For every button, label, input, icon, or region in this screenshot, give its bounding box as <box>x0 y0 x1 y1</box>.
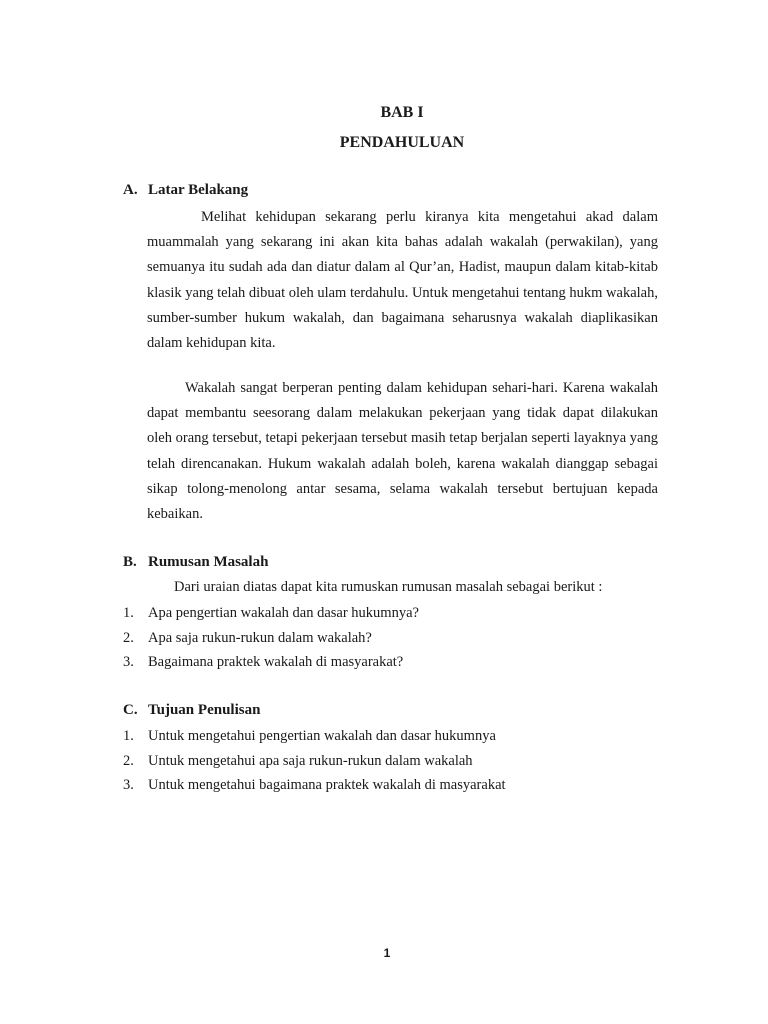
section-c-letter: C. <box>123 702 138 718</box>
list-item <box>123 650 419 675</box>
list-item-text: Untuk mengetahui pengertian wakalah dan dasar hukumnya <box>148 728 496 744</box>
list-item-number: 3. <box>123 654 134 671</box>
list-item-number: 2. <box>123 752 134 769</box>
section-b-intro: Dari uraian diatas dapat kita rumuskan rumusan masalah sebagai berikut : <box>174 579 603 595</box>
list-item-number: 1. <box>123 728 134 744</box>
list-item-text: Untuk mengetahui apa saja rukun-rukun dalam wakalah <box>148 752 473 769</box>
chapter-title: PENDAHULUAN <box>339 134 465 151</box>
list-item-number: 2. <box>123 629 134 646</box>
section-a-heading <box>123 182 248 199</box>
section-b-letter: B. <box>123 554 137 570</box>
section-a-letter: A. <box>123 182 138 198</box>
section-b-title: Rumusan Masalah <box>148 554 269 570</box>
list-item-number: 1. <box>123 605 134 621</box>
list-item-text: Apa pengertian wakalah dan dasar hukumnya? <box>148 605 419 621</box>
list-item <box>123 601 419 626</box>
chapter-number: BAB I <box>380 104 424 121</box>
section-a-paragraph-2: Wakalah sangat berperan penting dalam kehidupan sehari-hari. Karena wakalah dapat membantu seesorang dalam melakukan pekerjaan yang tidak dapat dilakukan oleh orang tersebut, tetapi pekerjaan tersebut masih tetap berjalan seperti layaknya yang telah direncanakan. Hukum wakalah adalah boleh, karena wakalah dianggap sebagai sikap tolong-menolong antar sesama, selama wakalah tersebut bertujuan kepada kebaikan. <box>147 380 658 523</box>
section-c-heading <box>123 702 260 719</box>
list-item <box>123 749 506 774</box>
list-item <box>123 626 419 651</box>
section-a-title: Latar Belakang <box>148 182 249 198</box>
problem-list <box>123 601 419 675</box>
list-item <box>123 773 506 798</box>
section-c-title: Tujuan Penulisan <box>148 702 261 718</box>
section-a-paragraph-1: Melihat kehidupan sekarang perlu kiranya kita mengetahui akad dalam muammalah yang sekarang ini akan kita bahas adalah wakalah (perwakilan), yang semuanya itu sudah ada dan diatur dalam al Qur’an, Hadist, maupun dalam kitab-kitab klasik yang telah dibuat oleh ulam terdahulu. Untuk mengetahui tentang hukm wakalah, sumber-sumber hukum wakalah, dan bagaimana seharusnya wakalah diaplikasikan dalam kehidupan kita. <box>147 209 658 352</box>
list-item-number: 3. <box>123 777 134 794</box>
list-item <box>123 724 506 749</box>
page-number: 1 <box>383 946 391 960</box>
list-item-text: Untuk mengetahui bagaimana praktek wakalah di masyarakat <box>148 777 506 794</box>
list-item-text: Bagaimana praktek wakalah di masyarakat? <box>148 654 404 671</box>
section-b-heading <box>123 554 268 571</box>
objective-list <box>123 724 506 798</box>
list-item-text: Apa saja rukun-rukun dalam wakalah? <box>148 629 372 646</box>
